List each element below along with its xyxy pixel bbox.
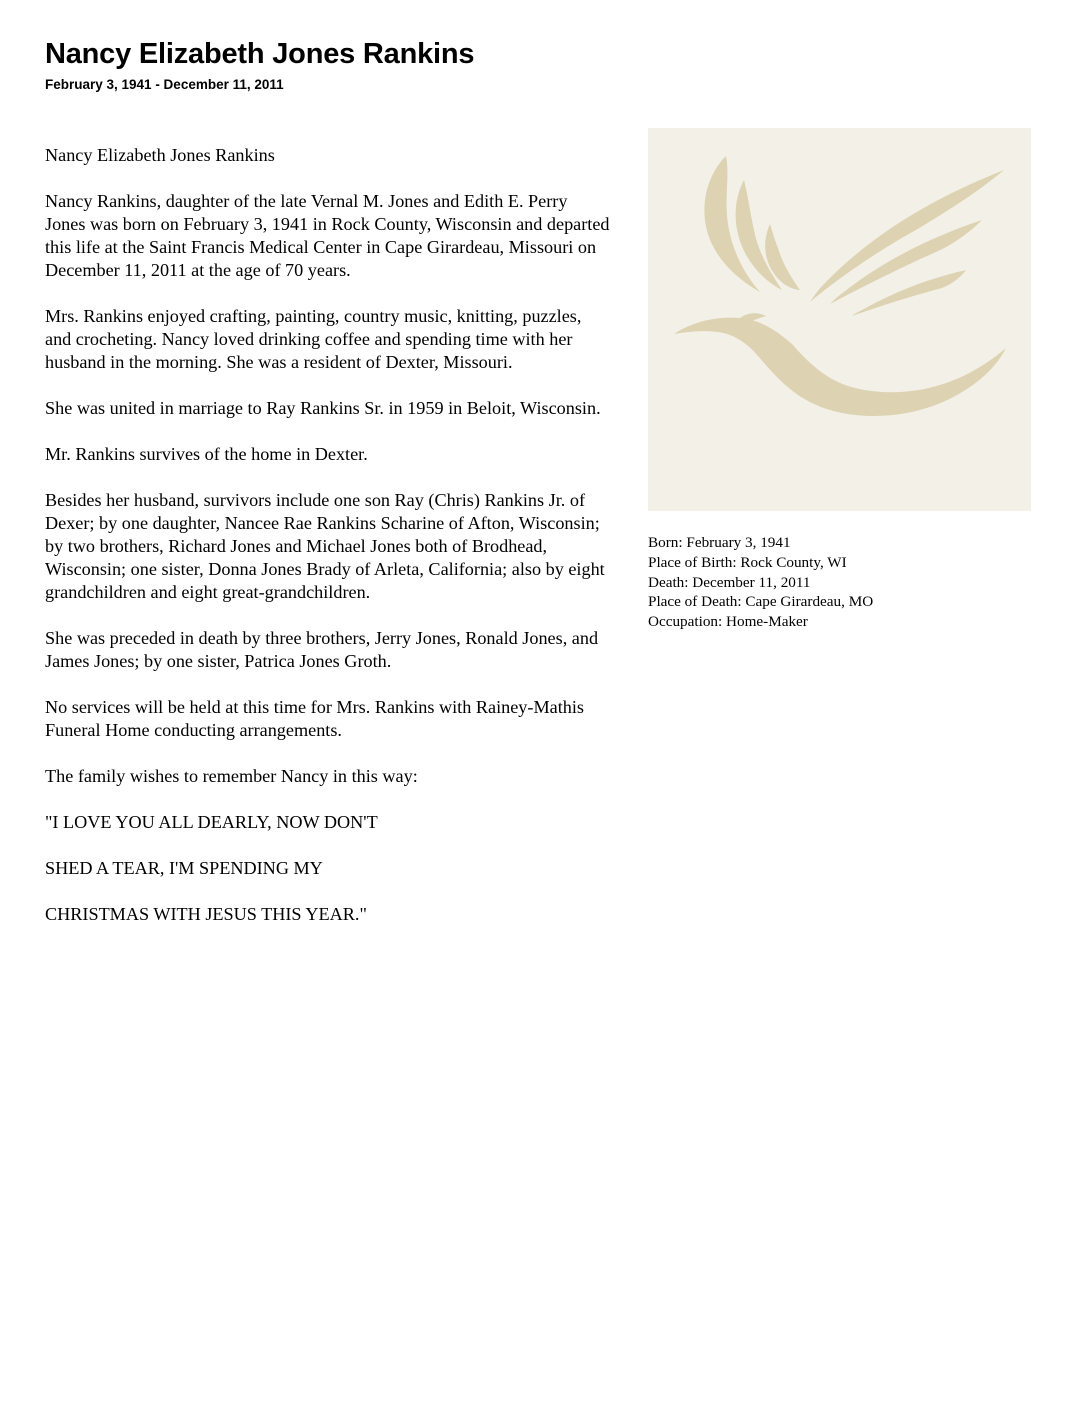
page-title: Nancy Elizabeth Jones Rankins [45, 38, 475, 70]
poem-line-3: CHRISTMAS WITH JESUS THIS YEAR." [45, 904, 367, 924]
paragraph-family-wish: The family wishes to remember Nancy in this way: [45, 766, 418, 786]
poem-line-1: "I LOVE YOU ALL DEARLY, NOW DON'T [45, 812, 378, 832]
paragraph-name: Nancy Elizabeth Jones Rankins [45, 145, 275, 165]
paragraph-marriage: She was united in marriage to Ray Rankins Sr. in 1959 in Beloit, Wisconsin. [45, 398, 601, 418]
fact-place-of-birth: Place of Birth: Rock County, WI [648, 553, 847, 571]
dove-image [648, 128, 1031, 511]
paragraph-birth-death: Nancy Rankins, daughter of the late Vernal M. Jones and Edith E. Perry Jones was born on February 3, 1941 in Rock County, Wisconsin and departed this life at the Saint Francis Medical Center in Cape Girardeau, Missouri on December 11, 2011 at the age of 70 years. [45, 191, 610, 280]
fact-occupation: Occupation: Home-Maker [648, 613, 808, 631]
poem-line-2: SHED A TEAR, I'M SPENDING MY [45, 858, 323, 878]
paragraph-preceded: She was preceded in death by three brothers, Jerry Jones, Ronald Jones, and James Jones; by one sister, Patrica Jones Groth. [45, 628, 599, 671]
fact-place-of-death: Place of Death: Cape Girardeau, MO [648, 593, 874, 611]
dove-icon [648, 128, 1031, 511]
life-dates: February 3, 1941 - December 11, 2011 [45, 77, 284, 92]
obituary-body [45, 144, 610, 949]
vital-facts [648, 533, 1048, 632]
paragraph-services: No services will be held at this time for Mrs. Rankins with Rainey-Mathis Funeral Home conducting arrangements. [45, 697, 584, 740]
fact-born: Born: February 3, 1941 [648, 534, 791, 551]
obituary-header [45, 36, 845, 94]
paragraph-hobbies: Mrs. Rankins enjoyed crafting, painting, country music, knitting, puzzles, and crocheting. Nancy loved drinking coffee and spending time with her husband in the morning. She was a resident of Dexter, Missouri. [45, 306, 582, 372]
paragraph-survivors: Besides her husband, survivors include one son Ray (Chris) Rankins Jr. of Dexer; by one daughter, Nancee Rae Rankins Scharine of Afton, Wisconsin; by two brothers, Richard Jones and Michael Jones both of Brodhead, Wisconsin; one sister, Donna Jones Brady of Arleta, California; also by eight grandchildren and eight great-grandchildren. [45, 490, 605, 602]
paragraph-husband: Mr. Rankins survives of the home in Dexter. [45, 444, 368, 464]
fact-death: Death: December 11, 2011 [648, 573, 811, 591]
